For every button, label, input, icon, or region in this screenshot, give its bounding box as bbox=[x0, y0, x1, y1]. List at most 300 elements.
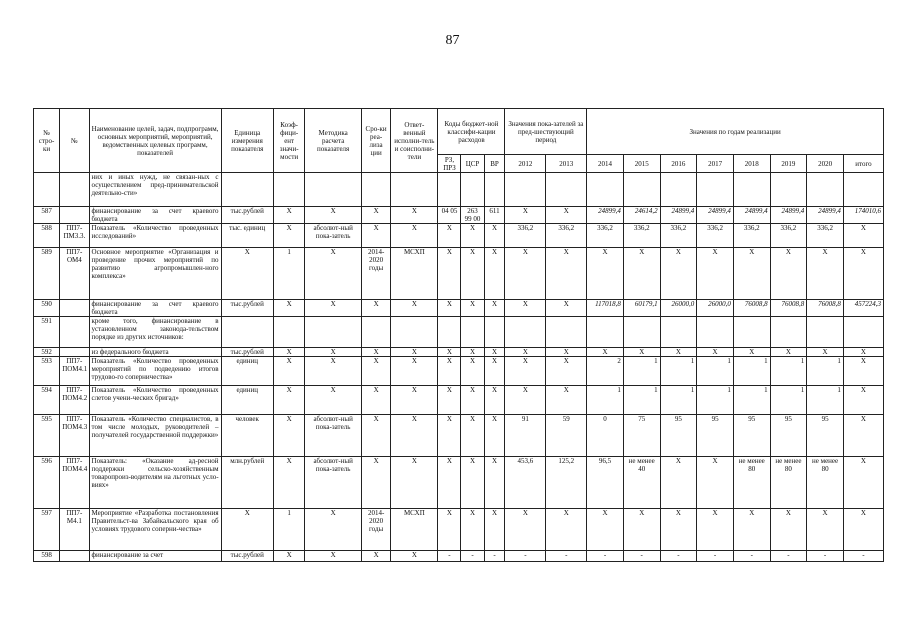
cell-code-rz: X bbox=[438, 457, 461, 509]
cell-unit: тыс.рублей bbox=[221, 551, 273, 562]
cell-year-value: X bbox=[807, 248, 844, 300]
cell-method: X bbox=[305, 348, 362, 357]
cell-total: X bbox=[843, 457, 883, 509]
cell-code-rz: X bbox=[438, 509, 461, 551]
cell-code-vr: X bbox=[484, 357, 505, 386]
cell-year-value: X bbox=[623, 509, 660, 551]
cell-year-value: X bbox=[770, 509, 807, 551]
cell-year-value: X bbox=[505, 357, 546, 386]
cell-code-csr: X bbox=[461, 248, 484, 300]
cell-terms: X bbox=[361, 224, 390, 248]
cell-year-value: 1 bbox=[623, 386, 660, 415]
cell-year-value: 336,2 bbox=[587, 224, 624, 248]
cell-responsible: X bbox=[391, 357, 438, 386]
cell-year-value: 1 bbox=[807, 386, 844, 415]
cell-coefficient bbox=[273, 317, 304, 348]
cell-code-rz bbox=[438, 317, 461, 348]
cell-year-value: 336,2 bbox=[770, 224, 807, 248]
cell-responsible: X bbox=[391, 386, 438, 415]
cell-code-rz: X bbox=[438, 386, 461, 415]
cell-year-value: 1 bbox=[623, 357, 660, 386]
cell-code: ПП7-ОМ4 bbox=[60, 248, 89, 300]
cell-year-value: не менее 80 bbox=[807, 457, 844, 509]
cell-code-rz: X bbox=[438, 248, 461, 300]
cell-method: абсолют-ный пока-затель bbox=[305, 415, 362, 457]
header-row-number: № стро-ки bbox=[34, 109, 60, 173]
cell-year-value: 24899,4 bbox=[697, 207, 734, 224]
cell-year-value: X bbox=[733, 248, 770, 300]
cell-row-number: 587 bbox=[34, 207, 60, 224]
header-year: 2014 bbox=[587, 155, 624, 173]
cell-year-value: X bbox=[770, 348, 807, 357]
cell-unit: единиц bbox=[221, 386, 273, 415]
cell-total: X bbox=[843, 509, 883, 551]
cell-year-value: X bbox=[505, 207, 546, 224]
cell-name: Показатель «Количество проведенных мероприятий по подведению итогов трудово-го соперничества» bbox=[89, 357, 221, 386]
cell-row-number: 590 bbox=[34, 300, 60, 317]
cell-year-value: X bbox=[505, 348, 546, 357]
cell-year-value: 91 bbox=[505, 415, 546, 457]
cell-code-rz: - bbox=[438, 551, 461, 562]
cell-terms: X bbox=[361, 551, 390, 562]
cell-year-value: X bbox=[807, 509, 844, 551]
cell-code-csr: X bbox=[461, 386, 484, 415]
cell-year-value: 75 bbox=[623, 415, 660, 457]
cell-coefficient: X bbox=[273, 224, 304, 248]
cell-code-vr: X bbox=[484, 248, 505, 300]
cell-total: X bbox=[843, 415, 883, 457]
cell-year-value: X bbox=[660, 348, 697, 357]
header-previous-values: Значения пока-зателей за пред-шествующий период bbox=[505, 109, 587, 155]
cell-unit: тыс.рублей bbox=[221, 348, 273, 357]
cell-terms: X bbox=[361, 207, 390, 224]
cell-year-value bbox=[770, 173, 807, 207]
cell-year-value: X bbox=[546, 207, 587, 224]
table-row bbox=[34, 207, 884, 224]
header-year: 2012 bbox=[505, 155, 546, 173]
header-year: 2015 bbox=[623, 155, 660, 173]
cell-year-value: 76008,8 bbox=[807, 300, 844, 317]
cell-code-rz bbox=[438, 173, 461, 207]
cell-year-value: - bbox=[546, 551, 587, 562]
cell-year-value: 96,5 bbox=[587, 457, 624, 509]
cell-terms: X bbox=[361, 457, 390, 509]
cell-year-value bbox=[623, 317, 660, 348]
cell-coefficient: X bbox=[273, 551, 304, 562]
cell-unit: единиц bbox=[221, 357, 273, 386]
cell-code bbox=[60, 348, 89, 357]
cell-terms: X bbox=[361, 357, 390, 386]
cell-row-number: 591 bbox=[34, 317, 60, 348]
cell-responsible: X bbox=[391, 224, 438, 248]
header-responsible: Ответ-венный исполни-тель и соисполни-тели bbox=[391, 109, 438, 173]
cell-year-value: 0 bbox=[587, 415, 624, 457]
cell-row-number: 592 bbox=[34, 348, 60, 357]
header-number: № bbox=[60, 109, 89, 173]
cell-year-value bbox=[807, 317, 844, 348]
cell-year-value: X bbox=[546, 348, 587, 357]
cell-year-value bbox=[660, 173, 697, 207]
table-row bbox=[34, 457, 884, 509]
table-row bbox=[34, 317, 884, 348]
cell-coefficient: X bbox=[273, 300, 304, 317]
cell-year-value bbox=[623, 173, 660, 207]
cell-coefficient: 1 bbox=[273, 509, 304, 551]
cell-year-value: 95 bbox=[733, 415, 770, 457]
cell-terms: X bbox=[361, 300, 390, 317]
cell-name: кроме того, финансирование в установленном законода-тельством порядке из других источников: bbox=[89, 317, 221, 348]
cell-method: абсолют-ный пока-затель bbox=[305, 224, 362, 248]
cell-code bbox=[60, 207, 89, 224]
cell-year-value: 24614,2 bbox=[623, 207, 660, 224]
cell-code: ПП7-ПОМ4.2 bbox=[60, 386, 89, 415]
table-row bbox=[34, 300, 884, 317]
cell-responsible: X bbox=[391, 348, 438, 357]
table-row bbox=[34, 415, 884, 457]
cell-terms: 2014-2020 годы bbox=[361, 509, 390, 551]
cell-year-value bbox=[733, 317, 770, 348]
cell-code: ПП7-ПОМ4.4 bbox=[60, 457, 89, 509]
cell-code: ПП7-ПМ3.3. bbox=[60, 224, 89, 248]
cell-year-value: 117018,8 bbox=[587, 300, 624, 317]
cell-responsible bbox=[391, 173, 438, 207]
cell-year-value: не менее 40 bbox=[623, 457, 660, 509]
cell-total bbox=[843, 173, 883, 207]
header-budget-codes: Коды бюджет-ной классифи-кации расходов bbox=[438, 109, 505, 155]
cell-year-value: X bbox=[505, 300, 546, 317]
cell-year-value bbox=[587, 317, 624, 348]
cell-year-value: 60179,1 bbox=[623, 300, 660, 317]
cell-year-value: X bbox=[505, 386, 546, 415]
cell-code-csr bbox=[461, 317, 484, 348]
cell-year-value: 24899,4 bbox=[660, 207, 697, 224]
cell-code-csr: X bbox=[461, 224, 484, 248]
cell-name: Показатель: «Оказание ад-ресной поддержки сельско-хозяйственным товаропроиз-водителям на льготных усло-виях» bbox=[89, 457, 221, 509]
cell-unit bbox=[221, 173, 273, 207]
cell-total: X bbox=[843, 348, 883, 357]
header-year-values: Значения по годам реализации bbox=[587, 109, 884, 155]
page-number: 87 bbox=[445, 33, 460, 48]
cell-row-number: 594 bbox=[34, 386, 60, 415]
cell-total bbox=[843, 317, 883, 348]
cell-terms: X bbox=[361, 348, 390, 357]
header-total: итого bbox=[843, 155, 883, 173]
header-code-rz: РЗ, ПРЗ bbox=[438, 155, 461, 173]
cell-year-value: 453,6 bbox=[505, 457, 546, 509]
cell-row-number: 597 bbox=[34, 509, 60, 551]
cell-code-rz: X bbox=[438, 357, 461, 386]
cell-year-value: 1 bbox=[733, 357, 770, 386]
cell-method: X bbox=[305, 248, 362, 300]
cell-coefficient: X bbox=[273, 415, 304, 457]
header-method: Методика расчета показателя bbox=[305, 109, 362, 173]
cell-year-value: - bbox=[733, 551, 770, 562]
cell-year-value: 95 bbox=[697, 415, 734, 457]
cell-coefficient: X bbox=[273, 457, 304, 509]
cell-code: ПП7-М4.1 bbox=[60, 509, 89, 551]
cell-year-value: не менее 80 bbox=[770, 457, 807, 509]
cell-year-value: X bbox=[660, 509, 697, 551]
program-indicators-table bbox=[33, 108, 884, 562]
header-year: 2016 bbox=[660, 155, 697, 173]
cell-year-value: 1 bbox=[770, 357, 807, 386]
table-row bbox=[34, 509, 884, 551]
cell-year-value: 95 bbox=[660, 415, 697, 457]
cell-year-value: 2 bbox=[587, 357, 624, 386]
cell-code bbox=[60, 551, 89, 562]
cell-year-value: X bbox=[505, 248, 546, 300]
header-year: 2019 bbox=[770, 155, 807, 173]
table-row bbox=[34, 357, 884, 386]
cell-year-value bbox=[546, 173, 587, 207]
cell-year-value: - bbox=[660, 551, 697, 562]
cell-year-value bbox=[770, 317, 807, 348]
cell-code-csr: X bbox=[461, 300, 484, 317]
cell-year-value: 26000,0 bbox=[660, 300, 697, 317]
table-row bbox=[34, 248, 884, 300]
cell-unit: X bbox=[221, 509, 273, 551]
cell-name: финансирование за счет краевого бюджета bbox=[89, 300, 221, 317]
cell-total: - bbox=[843, 551, 883, 562]
cell-year-value: 24899,4 bbox=[807, 207, 844, 224]
cell-year-value: 336,2 bbox=[807, 224, 844, 248]
cell-year-value: 336,2 bbox=[697, 224, 734, 248]
cell-year-value: 24899,4 bbox=[770, 207, 807, 224]
cell-code-vr bbox=[484, 317, 505, 348]
cell-year-value: X bbox=[623, 248, 660, 300]
cell-code-csr: 263 99 00 bbox=[461, 207, 484, 224]
cell-code-rz: 04 05 bbox=[438, 207, 461, 224]
cell-year-value: 59 bbox=[546, 415, 587, 457]
cell-code-vr: - bbox=[484, 551, 505, 562]
cell-code-csr: X bbox=[461, 415, 484, 457]
cell-code-vr: X bbox=[484, 509, 505, 551]
cell-year-value: - bbox=[505, 551, 546, 562]
table-row bbox=[34, 386, 884, 415]
cell-responsible: МСХП bbox=[391, 248, 438, 300]
cell-method: X bbox=[305, 551, 362, 562]
cell-responsible: X bbox=[391, 300, 438, 317]
cell-code-rz: X bbox=[438, 415, 461, 457]
cell-year-value: X bbox=[770, 248, 807, 300]
cell-row-number: 596 bbox=[34, 457, 60, 509]
cell-responsible: МСХП bbox=[391, 509, 438, 551]
cell-method bbox=[305, 173, 362, 207]
header-terms: Сро-ки реа-лиза ции bbox=[361, 109, 390, 173]
cell-year-value bbox=[733, 173, 770, 207]
cell-year-value: 1 bbox=[587, 386, 624, 415]
cell-code-csr bbox=[461, 173, 484, 207]
cell-code-csr: - bbox=[461, 551, 484, 562]
cell-year-value: 24899,4 bbox=[733, 207, 770, 224]
cell-code-csr: X bbox=[461, 457, 484, 509]
cell-year-value: X bbox=[587, 509, 624, 551]
cell-code-vr bbox=[484, 173, 505, 207]
cell-responsible: X bbox=[391, 415, 438, 457]
cell-year-value: 1 bbox=[697, 357, 734, 386]
cell-year-value: 76008,8 bbox=[770, 300, 807, 317]
cell-year-value: 336,2 bbox=[546, 224, 587, 248]
cell-row-number bbox=[34, 173, 60, 207]
header-year: 2020 bbox=[807, 155, 844, 173]
cell-name: из федерального бюджета bbox=[89, 348, 221, 357]
cell-year-value: X bbox=[697, 348, 734, 357]
cell-year-value: 95 bbox=[807, 415, 844, 457]
table-body bbox=[34, 173, 884, 562]
cell-row-number: 593 bbox=[34, 357, 60, 386]
cell-total: 174010,6 bbox=[843, 207, 883, 224]
cell-year-value bbox=[697, 173, 734, 207]
cell-row-number: 595 bbox=[34, 415, 60, 457]
cell-year-value: не менее 80 bbox=[733, 457, 770, 509]
cell-year-value: 26000,0 bbox=[697, 300, 734, 317]
cell-year-value: - bbox=[623, 551, 660, 562]
header-year: 2018 bbox=[733, 155, 770, 173]
cell-year-value bbox=[546, 317, 587, 348]
cell-terms: X bbox=[361, 386, 390, 415]
cell-year-value: X bbox=[733, 348, 770, 357]
cell-unit: тыс.рублей bbox=[221, 300, 273, 317]
cell-year-value: X bbox=[697, 509, 734, 551]
cell-year-value: X bbox=[546, 248, 587, 300]
cell-terms: X bbox=[361, 415, 390, 457]
cell-unit: X bbox=[221, 248, 273, 300]
cell-code bbox=[60, 317, 89, 348]
cell-year-value: 24899,4 bbox=[587, 207, 624, 224]
cell-code-rz: X bbox=[438, 348, 461, 357]
cell-year-value: X bbox=[546, 386, 587, 415]
cell-year-value: 336,2 bbox=[623, 224, 660, 248]
cell-year-value: X bbox=[546, 300, 587, 317]
cell-coefficient bbox=[273, 173, 304, 207]
header-code-csr: ЦСР bbox=[461, 155, 484, 173]
header-code-vr: ВР bbox=[484, 155, 505, 173]
cell-name: финансирование за счет краевого бюджета bbox=[89, 207, 221, 224]
cell-year-value: X bbox=[697, 248, 734, 300]
cell-coefficient: X bbox=[273, 348, 304, 357]
cell-responsible: X bbox=[391, 457, 438, 509]
cell-row-number: 598 bbox=[34, 551, 60, 562]
cell-code: ПП7-ПОМ4.3 bbox=[60, 415, 89, 457]
cell-unit: человек bbox=[221, 415, 273, 457]
cell-year-value bbox=[807, 173, 844, 207]
cell-year-value: X bbox=[660, 248, 697, 300]
table-row bbox=[34, 173, 884, 207]
cell-method: X bbox=[305, 357, 362, 386]
cell-code bbox=[60, 300, 89, 317]
cell-method: абсолют-ный пока-затель bbox=[305, 457, 362, 509]
cell-year-value: - bbox=[770, 551, 807, 562]
cell-code-vr: X bbox=[484, 224, 505, 248]
cell-year-value: 1 bbox=[733, 386, 770, 415]
cell-method: X bbox=[305, 509, 362, 551]
cell-name: Показатель «Количество специалистов, в том числе молодых, руководителей – получателей государственной поддержки» bbox=[89, 415, 221, 457]
cell-code-vr: X bbox=[484, 386, 505, 415]
cell-year-value: X bbox=[733, 509, 770, 551]
cell-year-value: 336,2 bbox=[660, 224, 697, 248]
cell-responsible: X bbox=[391, 207, 438, 224]
table-row bbox=[34, 348, 884, 357]
table-row bbox=[34, 224, 884, 248]
cell-name: них и иных нужд, не связан-ных с осуществлением пред-принимательской деятельно-сти» bbox=[89, 173, 221, 207]
cell-year-value: - bbox=[697, 551, 734, 562]
cell-method: X bbox=[305, 207, 362, 224]
cell-year-value: 1 bbox=[660, 357, 697, 386]
cell-year-value: 1 bbox=[697, 386, 734, 415]
cell-coefficient: X bbox=[273, 386, 304, 415]
cell-year-value: 95 bbox=[770, 415, 807, 457]
cell-code bbox=[60, 173, 89, 207]
cell-year-value: 336,2 bbox=[505, 224, 546, 248]
cell-code-vr: X bbox=[484, 457, 505, 509]
cell-coefficient: X bbox=[273, 207, 304, 224]
cell-unit: тыс.рублей bbox=[221, 207, 273, 224]
cell-total: X bbox=[843, 248, 883, 300]
header-unit: Единица измерения показателя bbox=[221, 109, 273, 173]
cell-year-value: X bbox=[660, 457, 697, 509]
header-year: 2017 bbox=[697, 155, 734, 173]
cell-method: X bbox=[305, 386, 362, 415]
cell-total: 457224,3 bbox=[843, 300, 883, 317]
cell-code-csr: X bbox=[461, 348, 484, 357]
cell-code-csr: X bbox=[461, 357, 484, 386]
cell-name: финансирование за счет bbox=[89, 551, 221, 562]
cell-year-value: X bbox=[587, 248, 624, 300]
header-name: Наименование целей, задач, подпрограмм, основных мероприятий, мероприятий, ведомственных целевых программ, показателей bbox=[89, 109, 221, 173]
cell-year-value: 1 bbox=[807, 357, 844, 386]
header-year: 2013 bbox=[546, 155, 587, 173]
cell-total: X bbox=[843, 386, 883, 415]
cell-method bbox=[305, 317, 362, 348]
cell-method: X bbox=[305, 300, 362, 317]
cell-year-value: X bbox=[505, 509, 546, 551]
cell-name: Основное мероприятие «Организация и проведение прочих мероприятий по развитию агропромышлен-ного комплекса» bbox=[89, 248, 221, 300]
cell-year-value: 76008,8 bbox=[733, 300, 770, 317]
cell-total: X bbox=[843, 357, 883, 386]
cell-responsible bbox=[391, 317, 438, 348]
cell-year-value: 1 bbox=[660, 386, 697, 415]
cell-year-value: X bbox=[587, 348, 624, 357]
cell-row-number: 589 bbox=[34, 248, 60, 300]
cell-code-rz: X bbox=[438, 224, 461, 248]
cell-year-value: X bbox=[546, 357, 587, 386]
cell-unit bbox=[221, 317, 273, 348]
cell-code-vr: X bbox=[484, 348, 505, 357]
cell-year-value: - bbox=[587, 551, 624, 562]
cell-year-value bbox=[505, 173, 546, 207]
cell-year-value: - bbox=[807, 551, 844, 562]
cell-year-value: X bbox=[623, 348, 660, 357]
cell-code-csr: X bbox=[461, 509, 484, 551]
cell-code-vr: 611 bbox=[484, 207, 505, 224]
cell-year-value: 1 bbox=[770, 386, 807, 415]
cell-year-value bbox=[505, 317, 546, 348]
cell-terms bbox=[361, 173, 390, 207]
cell-year-value bbox=[697, 317, 734, 348]
cell-year-value: X bbox=[697, 457, 734, 509]
cell-responsible: X bbox=[391, 551, 438, 562]
cell-terms: 2014-2020 годы bbox=[361, 248, 390, 300]
cell-name: Показатель «Количество проведенных слетов учени-ческих бригад» bbox=[89, 386, 221, 415]
cell-coefficient: 1 bbox=[273, 248, 304, 300]
cell-name: Мероприятие «Разработка постановления Правительст-ва Забайкальского края об условиях трудового соперни-чества» bbox=[89, 509, 221, 551]
cell-name: Показатель «Количество проведенных исследований» bbox=[89, 224, 221, 248]
cell-terms bbox=[361, 317, 390, 348]
cell-code: ПП7-ПОМ4.1 bbox=[60, 357, 89, 386]
table-row bbox=[34, 551, 884, 562]
cell-total: X bbox=[843, 224, 883, 248]
cell-code-vr: X bbox=[484, 415, 505, 457]
